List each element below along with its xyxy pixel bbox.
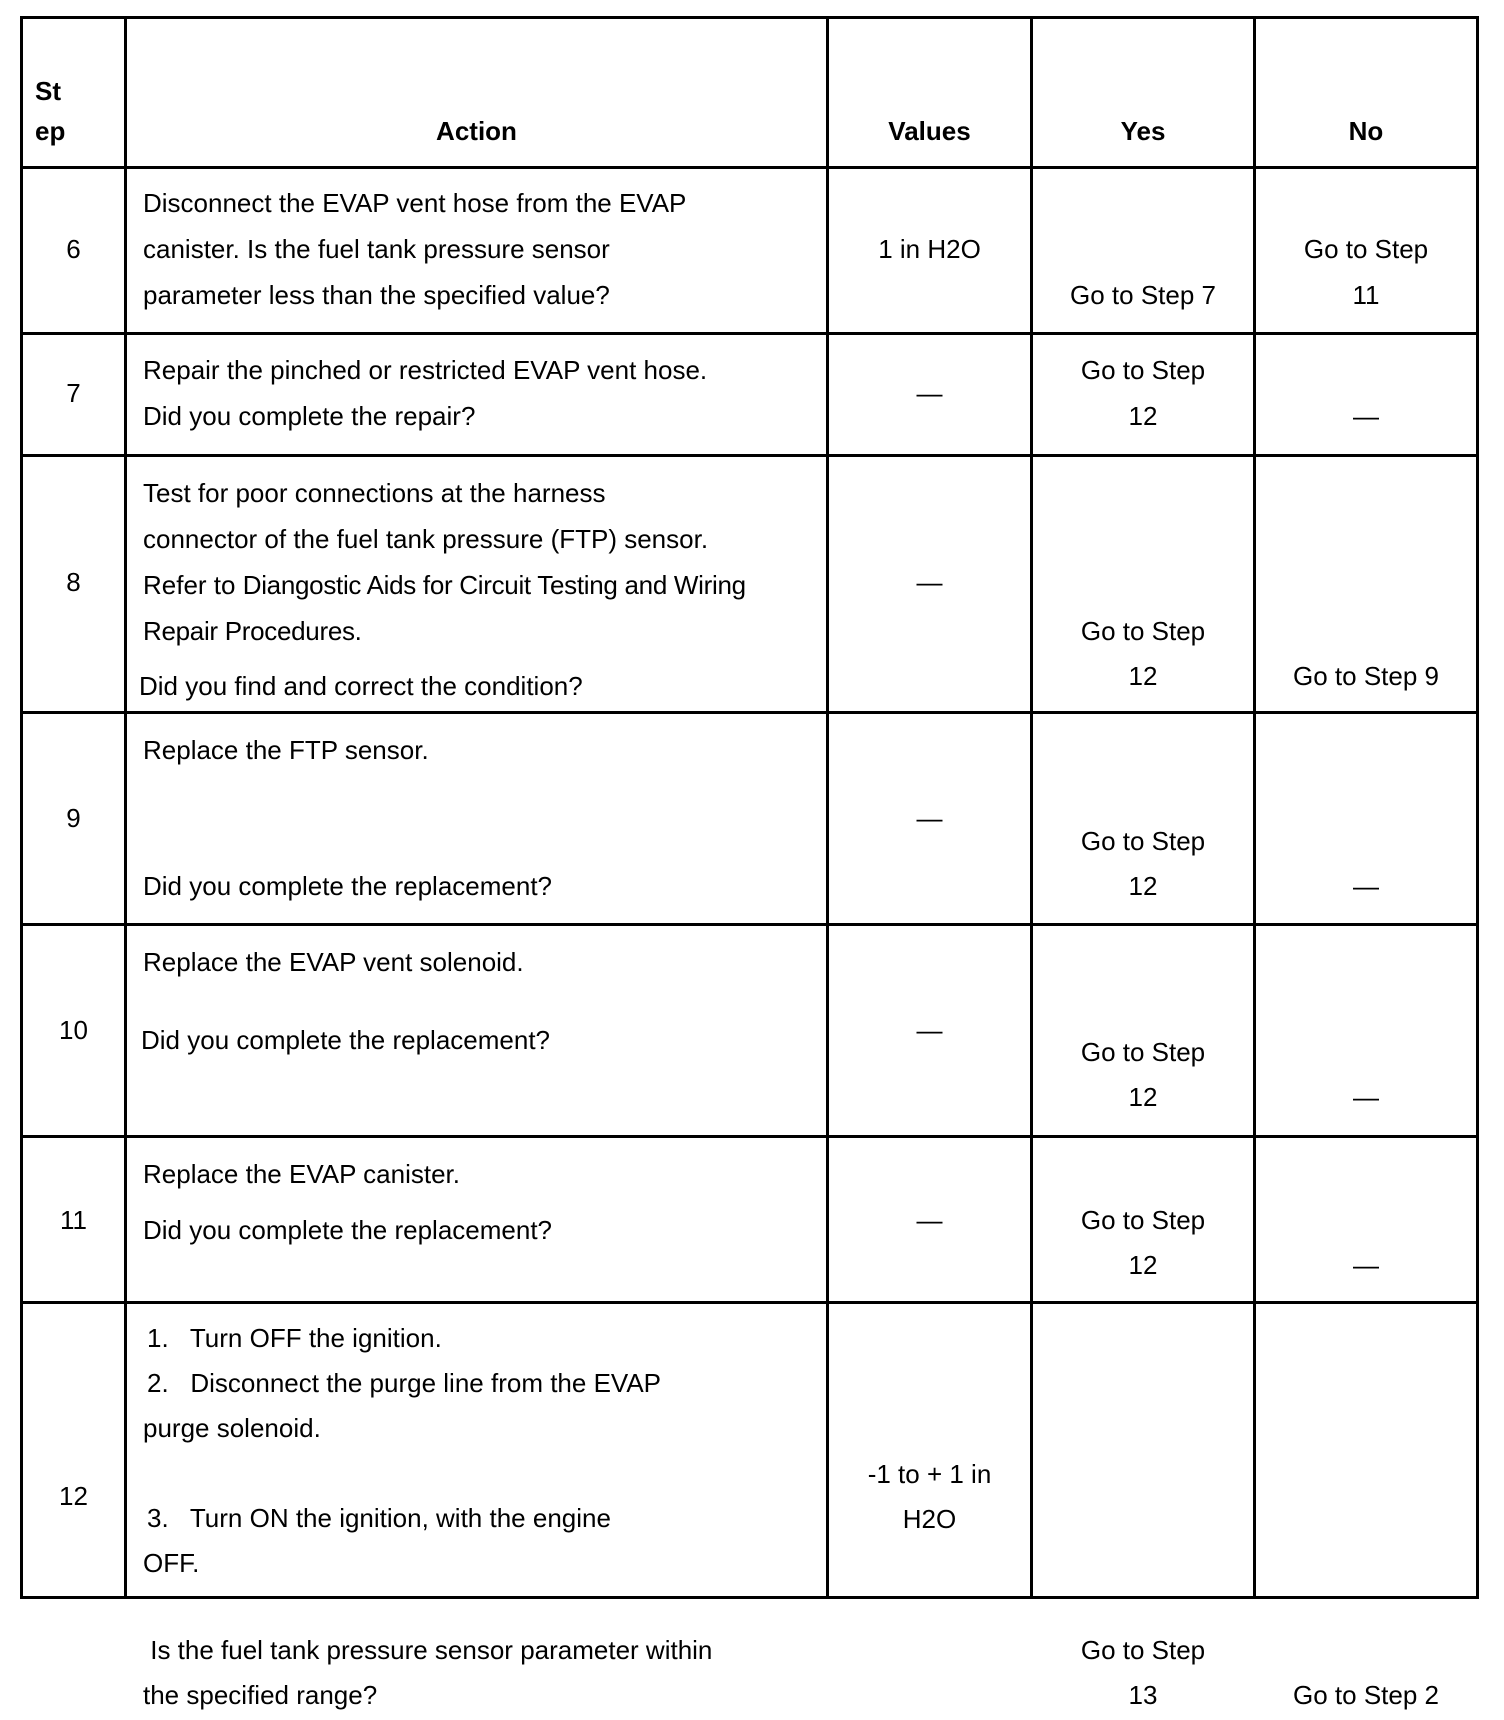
table-row xyxy=(22,925,1478,1137)
yes-text: Go to Step xyxy=(1080,826,1206,856)
yes-text: 12 xyxy=(1128,1082,1158,1112)
yes-text: Go to Step 7 xyxy=(1070,280,1216,310)
action-line: Replace the EVAP canister. xyxy=(143,1159,461,1189)
yes-text: Go to Step xyxy=(1080,1037,1206,1067)
reference-link[interactable]: Diangostic Aids for Circuit Testing and Wiring xyxy=(242,570,746,600)
step-number: 10 xyxy=(59,1015,88,1045)
action-line: Did you complete the replacement? xyxy=(141,1025,551,1055)
step-number: 12 xyxy=(59,1481,88,1511)
header-no-label: No xyxy=(1348,116,1384,146)
action-line: canister. Is the fuel tank pressure sensor xyxy=(143,234,610,264)
table-row xyxy=(22,1137,1478,1303)
step-number: 6 xyxy=(66,234,81,264)
step-number: 9 xyxy=(66,803,81,833)
action-line: Replace the FTP sensor. xyxy=(143,735,429,765)
header-step-line2: ep xyxy=(35,116,66,146)
no-text: Go to Step 9 xyxy=(1293,661,1439,691)
value-text: — xyxy=(916,803,943,833)
value-text: — xyxy=(916,567,943,597)
diagnostic-table xyxy=(20,16,1479,1710)
action-line: Did you complete the replacement? xyxy=(143,871,553,901)
no-text: Go to Step 2 xyxy=(1293,1680,1439,1710)
value-text: — xyxy=(916,1205,943,1235)
table-row xyxy=(22,1303,1478,1598)
step-number: 7 xyxy=(66,378,81,408)
yes-text: Go to Step xyxy=(1080,355,1206,385)
value-text: -1 to + 1 in xyxy=(867,1459,992,1489)
action-line: OFF. xyxy=(143,1548,200,1578)
no-text: 11 xyxy=(1352,280,1380,310)
header-row xyxy=(22,18,1478,168)
yes-text: 13 xyxy=(1128,1680,1158,1710)
action-line: Refer to xyxy=(143,570,236,600)
no-text: — xyxy=(1353,871,1379,901)
header-values-label: Values xyxy=(888,116,971,146)
yes-text: Go to Step xyxy=(1080,1205,1206,1235)
reference-link[interactable]: Repair Procedures. xyxy=(143,616,362,646)
action-line: Repair the pinched or restricted EVAP vent hose. xyxy=(143,355,708,385)
step-number: 8 xyxy=(66,567,81,597)
table-row xyxy=(22,334,1478,456)
no-text: — xyxy=(1353,401,1379,431)
step-number: 11 xyxy=(60,1205,87,1235)
action-line: Test for poor connections at the harness xyxy=(143,478,606,508)
action-line: parameter less than the specified value? xyxy=(143,280,610,310)
no-text: — xyxy=(1353,1250,1379,1280)
header-step-line1: St xyxy=(35,76,61,106)
yes-text: 12 xyxy=(1128,871,1158,901)
no-text: Go to Step xyxy=(1303,234,1429,264)
action-line: Disconnect the EVAP vent hose from the EVAP xyxy=(143,188,687,218)
action-line: Did you complete the repair? xyxy=(143,401,476,431)
table-row xyxy=(22,168,1478,334)
action-line: purge solenoid. xyxy=(143,1413,321,1443)
action-line: the specified range? xyxy=(143,1680,378,1710)
action-line: Did you find and correct the condition? xyxy=(139,671,583,701)
header-action xyxy=(126,18,828,168)
value-text: — xyxy=(916,378,943,408)
action-line: connector of the fuel tank pressure (FTP) sensor. xyxy=(143,524,709,554)
yes-text: 12 xyxy=(1128,1250,1158,1280)
action-line: 2. Disconnect the purge line from the EVAP xyxy=(147,1368,662,1398)
action-line: Did you complete the replacement? xyxy=(143,1215,553,1245)
header-yes xyxy=(1032,18,1255,168)
table-row xyxy=(22,456,1478,713)
action-line: Is the fuel tank pressure sensor parameter within xyxy=(143,1635,713,1665)
value-text: H2O xyxy=(902,1504,957,1534)
no-text: — xyxy=(1353,1082,1379,1112)
yes-text: Go to Step xyxy=(1080,616,1206,646)
yes-text: 12 xyxy=(1128,661,1158,691)
action-line: 1. Turn OFF the ignition. xyxy=(147,1323,442,1353)
action-line: 3. Turn ON the ignition, with the engine xyxy=(147,1503,611,1533)
action-line: Replace the EVAP vent solenoid. xyxy=(143,947,524,977)
value-text: 1 in H2O xyxy=(878,234,981,264)
value-text: — xyxy=(916,1015,943,1045)
header-values xyxy=(828,18,1032,168)
header-yes-label: Yes xyxy=(1120,116,1166,146)
yes-text: 12 xyxy=(1128,401,1158,431)
header-action-label: Action xyxy=(436,116,517,146)
header-step xyxy=(22,18,126,168)
header-no xyxy=(1255,18,1478,168)
table-row xyxy=(22,713,1478,925)
yes-text: Go to Step xyxy=(1080,1635,1206,1665)
